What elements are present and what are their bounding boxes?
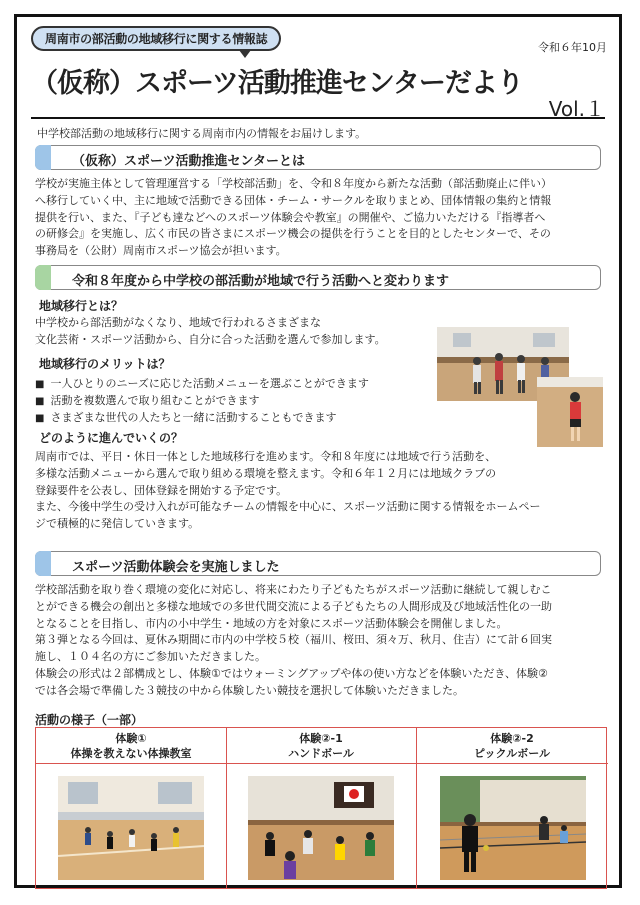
body-line: とができる機会の創出と多様な地域での多世代間交流による子どもたちの人間形成及び地域活性化の一助 [35, 599, 552, 613]
activity-caption: 体験① 体操を教えない体操教室 [36, 728, 226, 764]
section-heading-text: スポーツ活動体験会を実施しました [72, 560, 280, 575]
bullet-square: ■ [35, 413, 45, 424]
body-line: の研修会』を実施し、広く市民の皆さまにスポーツ機会の提供を行うことを目的としたセンターで、その [35, 227, 551, 241]
activity-cell [36, 728, 227, 888]
title-divider [31, 117, 605, 119]
section-heading-trial [35, 551, 601, 576]
body-line: 周南市では、平日・休日一体とした地域移行を進めます。令和８年度には地域で行う活動を、 [35, 450, 497, 463]
subheading-process: どのように進んでいくの？ [39, 431, 184, 445]
section-heading-transition [35, 265, 601, 290]
newsletter-title: （仮称）スポーツ活動推進センターだより [31, 68, 523, 99]
section-heading-accent [35, 145, 51, 170]
child-running-photo [537, 377, 603, 447]
body-line: 中学校から部活動がなくなり、地域で行われるさまざまな [35, 316, 321, 329]
body-line: 第３弾となる今回は、夏休み期間に市内の中学校５校（福川、桜田、須々万、秋月、住吉）にて計６回実 [35, 633, 552, 647]
subheading-what: 地域移行とは？ [39, 299, 124, 313]
activity-cell [226, 728, 417, 888]
tagline-pointer [239, 50, 251, 58]
activity-caption: 体験②-2 ピックルボール [416, 728, 608, 764]
merit-bullet: ■ 活動を複数選んで取り組むことができます [35, 394, 260, 407]
body-line: では各会場で準備した３競技の中から体験したい競技を選択して体験いただきました。 [35, 683, 464, 697]
activity-cell [416, 728, 608, 888]
section-heading-center [35, 145, 601, 170]
body-line: 学校が実施主体として管理運営する「学校部活動」を、令和８年度から新たな活動（部活動廃止に伴い） [35, 177, 552, 190]
body-line: 登録要件を公表し、団体登録を開始する予定です。 [35, 483, 288, 497]
issue-date: 令和６年10月 [538, 41, 607, 54]
subsection-process-body [35, 449, 603, 533]
handball-photo [248, 776, 394, 880]
body-line: となることを目指し、市内の小中学生・地域の方を対象にスポーツ活動体験会を開催しました。 [35, 616, 508, 630]
body-line: ジで積極的に発信していきます。 [35, 517, 200, 531]
activities-title: 活動の様子（一部） [35, 713, 144, 727]
section-heading-text: （仮称）スポーツ活動推進センターとは [72, 154, 305, 169]
section-heading-accent [35, 551, 51, 576]
newsletter-page [14, 14, 622, 888]
section-center-body [35, 176, 603, 260]
body-line: また、今後中学生の受け入れが可能なチームの情報を中心に、スポーツ活動に関する情報をホームペー [35, 500, 541, 514]
bullet-square: ■ [35, 379, 45, 390]
body-line: 体験会の形式は２部構成とし、体験①ではウォーミングアップや体の使い方などを体験いただき、体験② [35, 666, 548, 680]
tagline-badge: 周南市の部活動の地域移行に関する情報誌 [31, 26, 281, 51]
volume-number: Vol.１ [548, 97, 605, 121]
body-line: 学校部活動を取り巻く環境の変化に対応し、将来にわたり子どもたちがスポーツ活動に継続して親しむこ [35, 583, 552, 596]
body-line: 事務局を（公財）周南市スポーツ協会が担います。 [35, 244, 287, 258]
body-line: 多様な活動メニューから選んで取り組める環境を整えます。令和６年１２月には地域クラブの [35, 466, 497, 480]
subheading-merits: 地域移行のメリットは？ [39, 357, 171, 371]
bullet-square: ■ [35, 396, 45, 407]
body-line: 文化芸術・スポーツ活動から、自分に合った活動を選んで参加します。 [35, 332, 386, 346]
section-heading-text: 令和８年度から中学校の部活動が地域で行う活動へと変わります [72, 274, 450, 289]
body-line: 施し、１０４名の方にご参加いただきました。 [35, 650, 266, 664]
activity-caption: 体験②-1 ハンドボール [226, 728, 416, 764]
section-heading-accent [35, 265, 51, 290]
body-line: 提供を行い、また、『子ども達などへのスポーツ体験会や教室』の開催や、ご協力いただける『指導者へ [35, 210, 546, 224]
merit-bullet: ■ さまざまな世代の人たちと一緒に活動することもできます [35, 411, 337, 424]
body-line: へ移行していく中、主に地域で活動できる団体・チーム・サークルを取りまとめ、団体情報の集約と情報 [35, 193, 552, 207]
intro-text: 中学校部活動の地域移行に関する周南市内の情報をお届けします。 [37, 127, 367, 140]
subsection-what-body [35, 315, 419, 349]
pickleball-photo [440, 776, 586, 880]
section-trial-body [35, 582, 603, 700]
activities-table [35, 727, 607, 889]
merit-bullet: ■ 一人ひとりのニーズに応じた活動メニューを選ぶことができます [35, 377, 369, 390]
gymnastics-photo [58, 776, 204, 880]
